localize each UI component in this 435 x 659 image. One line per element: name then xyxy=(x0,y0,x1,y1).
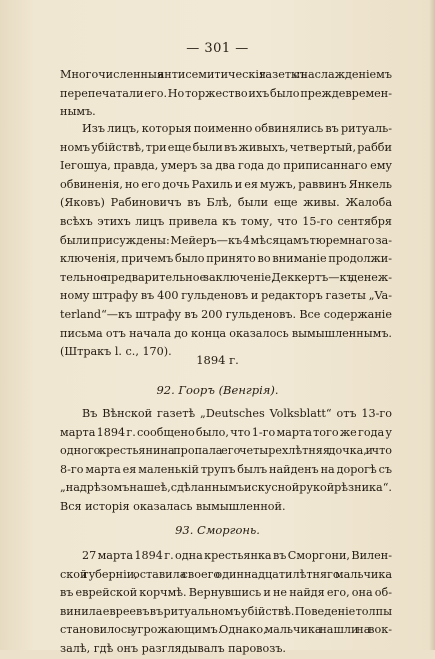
text-line: становилось угрожающимъ. Однако, мальчика нашли на вок- xyxy=(60,623,392,637)
paragraph-1 xyxy=(60,66,392,122)
text-line: Іегошуа, правда, умеръ за два года до приписаннаго ему xyxy=(60,159,392,173)
paragraph-4 xyxy=(60,547,392,659)
text-line: въ еврейской корчмѣ. Вернувшись и не найдя его, она об- xyxy=(60,586,392,600)
text-line: обвиненія, но его дочь Рахиль и ея мужъ, раввинъ Янкель xyxy=(60,177,392,191)
text-line: (Штракъ l. c., 170). xyxy=(60,345,172,359)
text-line: Въ Вѣнской газетѣ „Deutsches Volksblatt“ отъ 13-го xyxy=(82,407,392,420)
text-line: ключенія, причемъ было принято во вниманіе продолжи- xyxy=(60,252,392,266)
section-93-title: 93. Сморгонь. xyxy=(175,523,260,537)
text-line: Вся исторія оказалась вымышленной. xyxy=(60,499,286,513)
text-line: 27 марта 1894 г. одна крестьянка въ Сморгони, Вилен- xyxy=(82,549,392,562)
text-line: terland“—къ штрафу въ 200 гульденовъ. Все содержаніе xyxy=(60,307,392,321)
text-line: всѣхъ этихъ лицъ привела къ тому, что 15-го сентября xyxy=(60,214,392,228)
text-line: были присуждены: Мейеръ—къ 4 мѣсяцамъ тюремнаго за- xyxy=(60,233,392,247)
year-heading: 1894 г. xyxy=(196,353,239,367)
paragraph-3 xyxy=(60,405,392,517)
text-line: марта 1894 г. сообщено было, что 1-го марта того же года у xyxy=(60,425,392,439)
text-line: залѣ, гдѣ онъ разглядывалъ паровозъ. xyxy=(60,641,286,655)
section-92-title: 92. Гооръ (Венгрія). xyxy=(156,383,279,397)
text-line: тельное предварительное заключеніе, Деккертъ—къ денеж- xyxy=(60,270,392,284)
text-line: 8-го марта ея маленькій трупъ былъ найденъ на дорогѣ съ xyxy=(60,462,392,476)
text-line: перепечатали его. Но торжество ихъ было преждевремен- xyxy=(60,86,392,100)
text-line: винила евреевъ въ ритуальномъ убійствѣ. Поведеніе толпы xyxy=(60,604,392,618)
page-edge-shadow xyxy=(429,0,435,650)
text-line: номъ убійствѣ, три еще были въ живыхъ, четвертый, рабби xyxy=(60,140,392,154)
text-line: ской губерніи, оставила своего одиннадцатилѣтняго мальчика xyxy=(60,567,392,581)
page-number: — 301 — xyxy=(186,41,249,56)
text-line: Изъ лицъ, которыя поименно обвинялись въ ритуаль- xyxy=(82,122,392,135)
text-line: нымъ. xyxy=(60,105,96,119)
text-line: „надрѣзомъ на шеѣ, сдѣланнымъ искусной рукой рѣзника“. xyxy=(60,481,392,495)
paragraph-2 xyxy=(60,120,392,362)
text-line: ному штрафу въ 400 гульденовъ и редакторъ газеты „Va- xyxy=(60,289,392,303)
text-line: письма отъ начала до конца оказалось вымышленнымъ. xyxy=(60,326,392,340)
text-line: одного крестьянина пропала его четырехлѣтняя дочка, и что xyxy=(60,444,392,458)
text-line: (Яковъ) Рабиновичъ въ Блѣ, были еще живы. Жалоба xyxy=(60,196,392,210)
text-line: Многочисленныя антисемитическія газеты съ наслажденіемъ xyxy=(60,68,392,81)
